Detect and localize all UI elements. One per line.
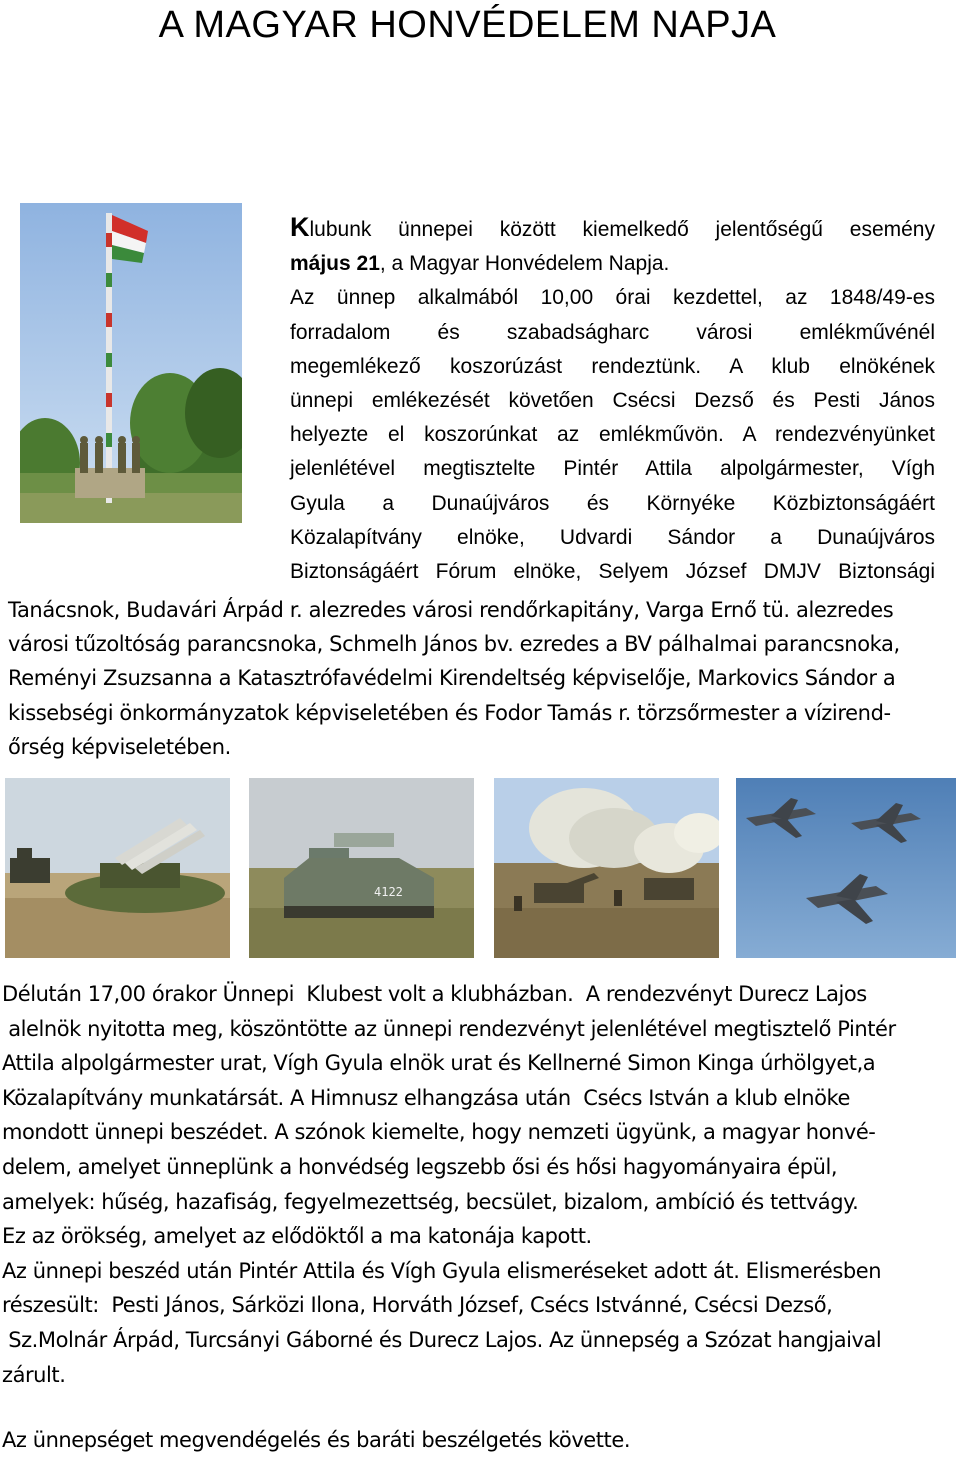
afternoon-line: amelyek: hűség, hazafiság, fegyelmezettség, becsület, bizalom, ambíció és tettvágy. [2, 1189, 859, 1214]
intro-line: ünnepi emlékezését követően Csécsi Dezső és Pesti János [290, 389, 935, 413]
guests-line: városi tűzoltóság parancsnoka, Schmelh János bv. ezredes a BV pálhalmai parancsnoka, [8, 632, 900, 657]
intro-line: helyezte el koszorúnkat az emlékművön. A rendezvényünket [290, 423, 935, 447]
afternoon-line: részesült: Pesti János, Sárközi Ilona, Horváth József, Csécs Istvánné, Csécsi Dezső, [2, 1293, 833, 1318]
guests-line: őrség képviseletében. [8, 734, 231, 759]
afternoon-line: alelnök nyitotta meg, köszöntötte az ünnepi rendezvényt jelenlétével megtisztelő Pintér [2, 1016, 896, 1041]
intro-line [290, 210, 935, 247]
missile-launcher-photo [5, 778, 230, 958]
afternoon-line: Az ünnepi beszéd után Pintér Attila és Vígh Gyula elismeréseket adott át. Elismerésben [2, 1258, 882, 1283]
page-title: A MAGYAR HONVÉDELEM NAPJA [158, 4, 777, 46]
intro-line [290, 247, 935, 281]
afternoon-line: Közalapítvány munkatársát. A Himnusz elhangzása után Csécs István a klub elnöke [2, 1085, 850, 1110]
guests-paragraph [8, 593, 938, 764]
afternoon-line: Délután 17,00 órakor Ünnepi Klubest volt a klubházban. A rendezvényt Durecz Lajos [2, 982, 867, 1006]
intro-line: Az ünnep alkalmából 10,00 órai kezdettel, az 1848/49-es [290, 286, 935, 310]
intro-line: Közalapítvány elnöke, Udvardi Sándor a Dunaújváros [290, 525, 935, 549]
artillery-photo [494, 778, 719, 958]
afternoon-line: Sz.Molnár Árpád, Turcsányi Gáborné és Durecz Lajos. Az ünnepség a Szózat hangjaival [2, 1327, 882, 1352]
guests-line: Tanácsnok, Budavári Árpád r. alezredes városi rendőrkapitány, Varga Ernő tü. alezredes [8, 598, 894, 622]
guests-line: kissebségi önkormányzatok képviseletében és Fodor Tamás r. törzsőrmester a vízirend- [8, 700, 891, 725]
flagpole-photo [20, 203, 242, 523]
date-highlight: május 21 [290, 252, 380, 276]
intro-line: forradalom és szabadságharc városi emlékművénél [290, 320, 935, 344]
intro-line: Gyula a Dunaújváros és Környéke Közbiztonságáért [290, 491, 935, 515]
closing-sentence: Az ünnepséget megvendégelés és baráti beszélgetés követte. [2, 1428, 631, 1452]
afternoon-line: mondott ünnepi beszédet. A szónok kiemelte, hogy nemzeti ügyünk, a magyar honvé- [2, 1120, 876, 1145]
afternoon-line: Attila alpolgármester urat, Vígh Gyula elnök urat és Kellnerné Simon Kinga úrhölgyet,a [2, 1051, 876, 1076]
intro-line-text: lubunk ünnepei között kiemelkedő jelentőségű esemény [309, 218, 935, 241]
afternoon-line: delem, amelyet ünneplünk a honvédség legszebb ősi és hősi hagyományaira épül, [2, 1154, 838, 1179]
intro-paragraph [290, 210, 935, 589]
intro-line: megemlékező koszorúzást rendeztünk. A klub elnökének [290, 354, 935, 378]
afternoon-line: Ez az örökség, amelyet az elődöktől a ma katonája kapott. [2, 1224, 592, 1249]
armored-car-photo [249, 778, 474, 958]
intro-line: jelenlétével megtisztelte Pintér Attila alpolgármester, Vígh [290, 457, 935, 481]
intro-line-text: , a Magyar Honvédelem Napja. [379, 252, 670, 276]
guests-line: Reményi Zsuzsanna a Katasztrófavédelmi Kirendeltség képviselője, Markovics Sándor a [8, 666, 896, 691]
afternoon-paragraph [2, 977, 952, 1392]
photo-strip [0, 778, 960, 958]
fighter-jets-photo [736, 778, 956, 958]
drop-cap: K [290, 212, 310, 242]
vehicle-number: 4122 [374, 885, 403, 899]
afternoon-line: zárult. [2, 1362, 66, 1387]
intro-line: Biztonságáért Fórum elnöke, Selyem József DMJV Biztonsági [290, 560, 935, 584]
